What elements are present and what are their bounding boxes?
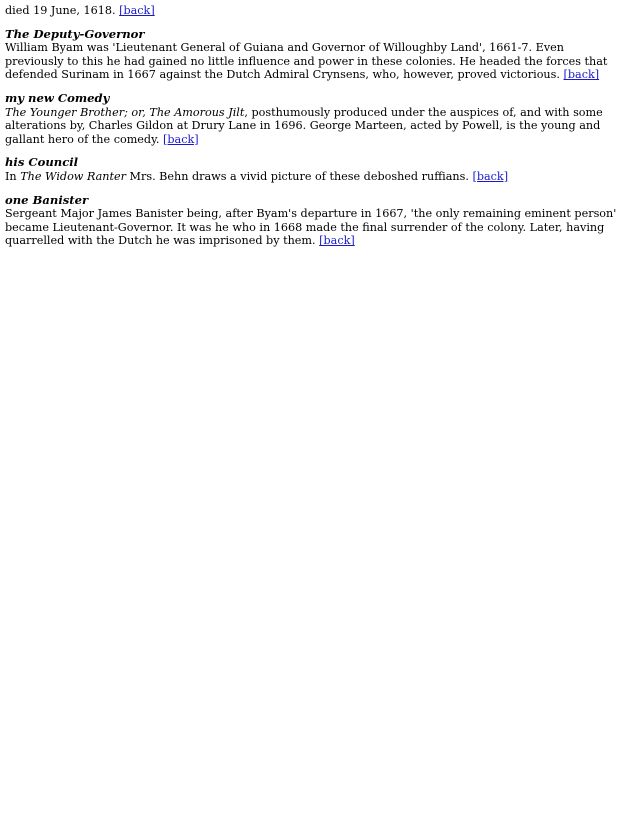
note-text: William Byam was 'Lieutenant General of Guiana and Governor of Willoughby Land', 1661-7. Even previously to this he had gained no little influence and power in these colonies. He headed the forces that defended Surinam in 1667 against the Dutch Admiral Crynsens, who, however, proved victorious. [5, 41, 608, 82]
note-one-banister [5, 194, 625, 248]
continued-note-text: died 19 June, 1618. [5, 4, 120, 17]
note-text: Sergeant Major James Banister being, after Byam's departure in 1667, 'the only remaining eminent person' became Lieutenant-Governor. It was he who in 1668 made the final surrender of the colony. Later, having quarrelled with the Dutch he was imprisoned by them. [5, 207, 617, 248]
back-link[interactable]: [back] [563, 68, 600, 82]
note-text: , posthumously produced under the auspices of, and with some alterations by, Charles Gildon at Drury Lane in 1696. George Marteen, acted by Powell, is the young and gallant hero of the comedy. [5, 105, 603, 146]
note-heading: one Banister [5, 192, 89, 207]
play-title: The Younger Brother; or, The Amorous Jilt [5, 105, 245, 119]
document-page [5, 4, 625, 248]
note-heading: The Deputy-Governor [5, 26, 145, 41]
back-link[interactable]: [back] [319, 234, 355, 248]
note-body [5, 170, 625, 184]
note-body [5, 207, 625, 248]
continued-note [5, 4, 625, 18]
note-his-council [5, 156, 625, 183]
note-body [5, 106, 625, 147]
note-heading: my new Comedy [5, 90, 110, 105]
back-link[interactable]: [back] [472, 169, 509, 183]
note-heading: his Council [5, 155, 79, 170]
back-link[interactable]: [back] [119, 4, 155, 17]
note-new-comedy [5, 92, 625, 146]
note-body [5, 41, 625, 82]
play-title: The Widow Ranter [20, 169, 126, 183]
back-link[interactable]: [back] [163, 132, 199, 146]
note-deputy-governor [5, 28, 625, 82]
note-text-prefix: In [5, 169, 21, 183]
note-text: Mrs. Behn draws a vivid picture of these deboshed ruffians. [125, 169, 473, 183]
